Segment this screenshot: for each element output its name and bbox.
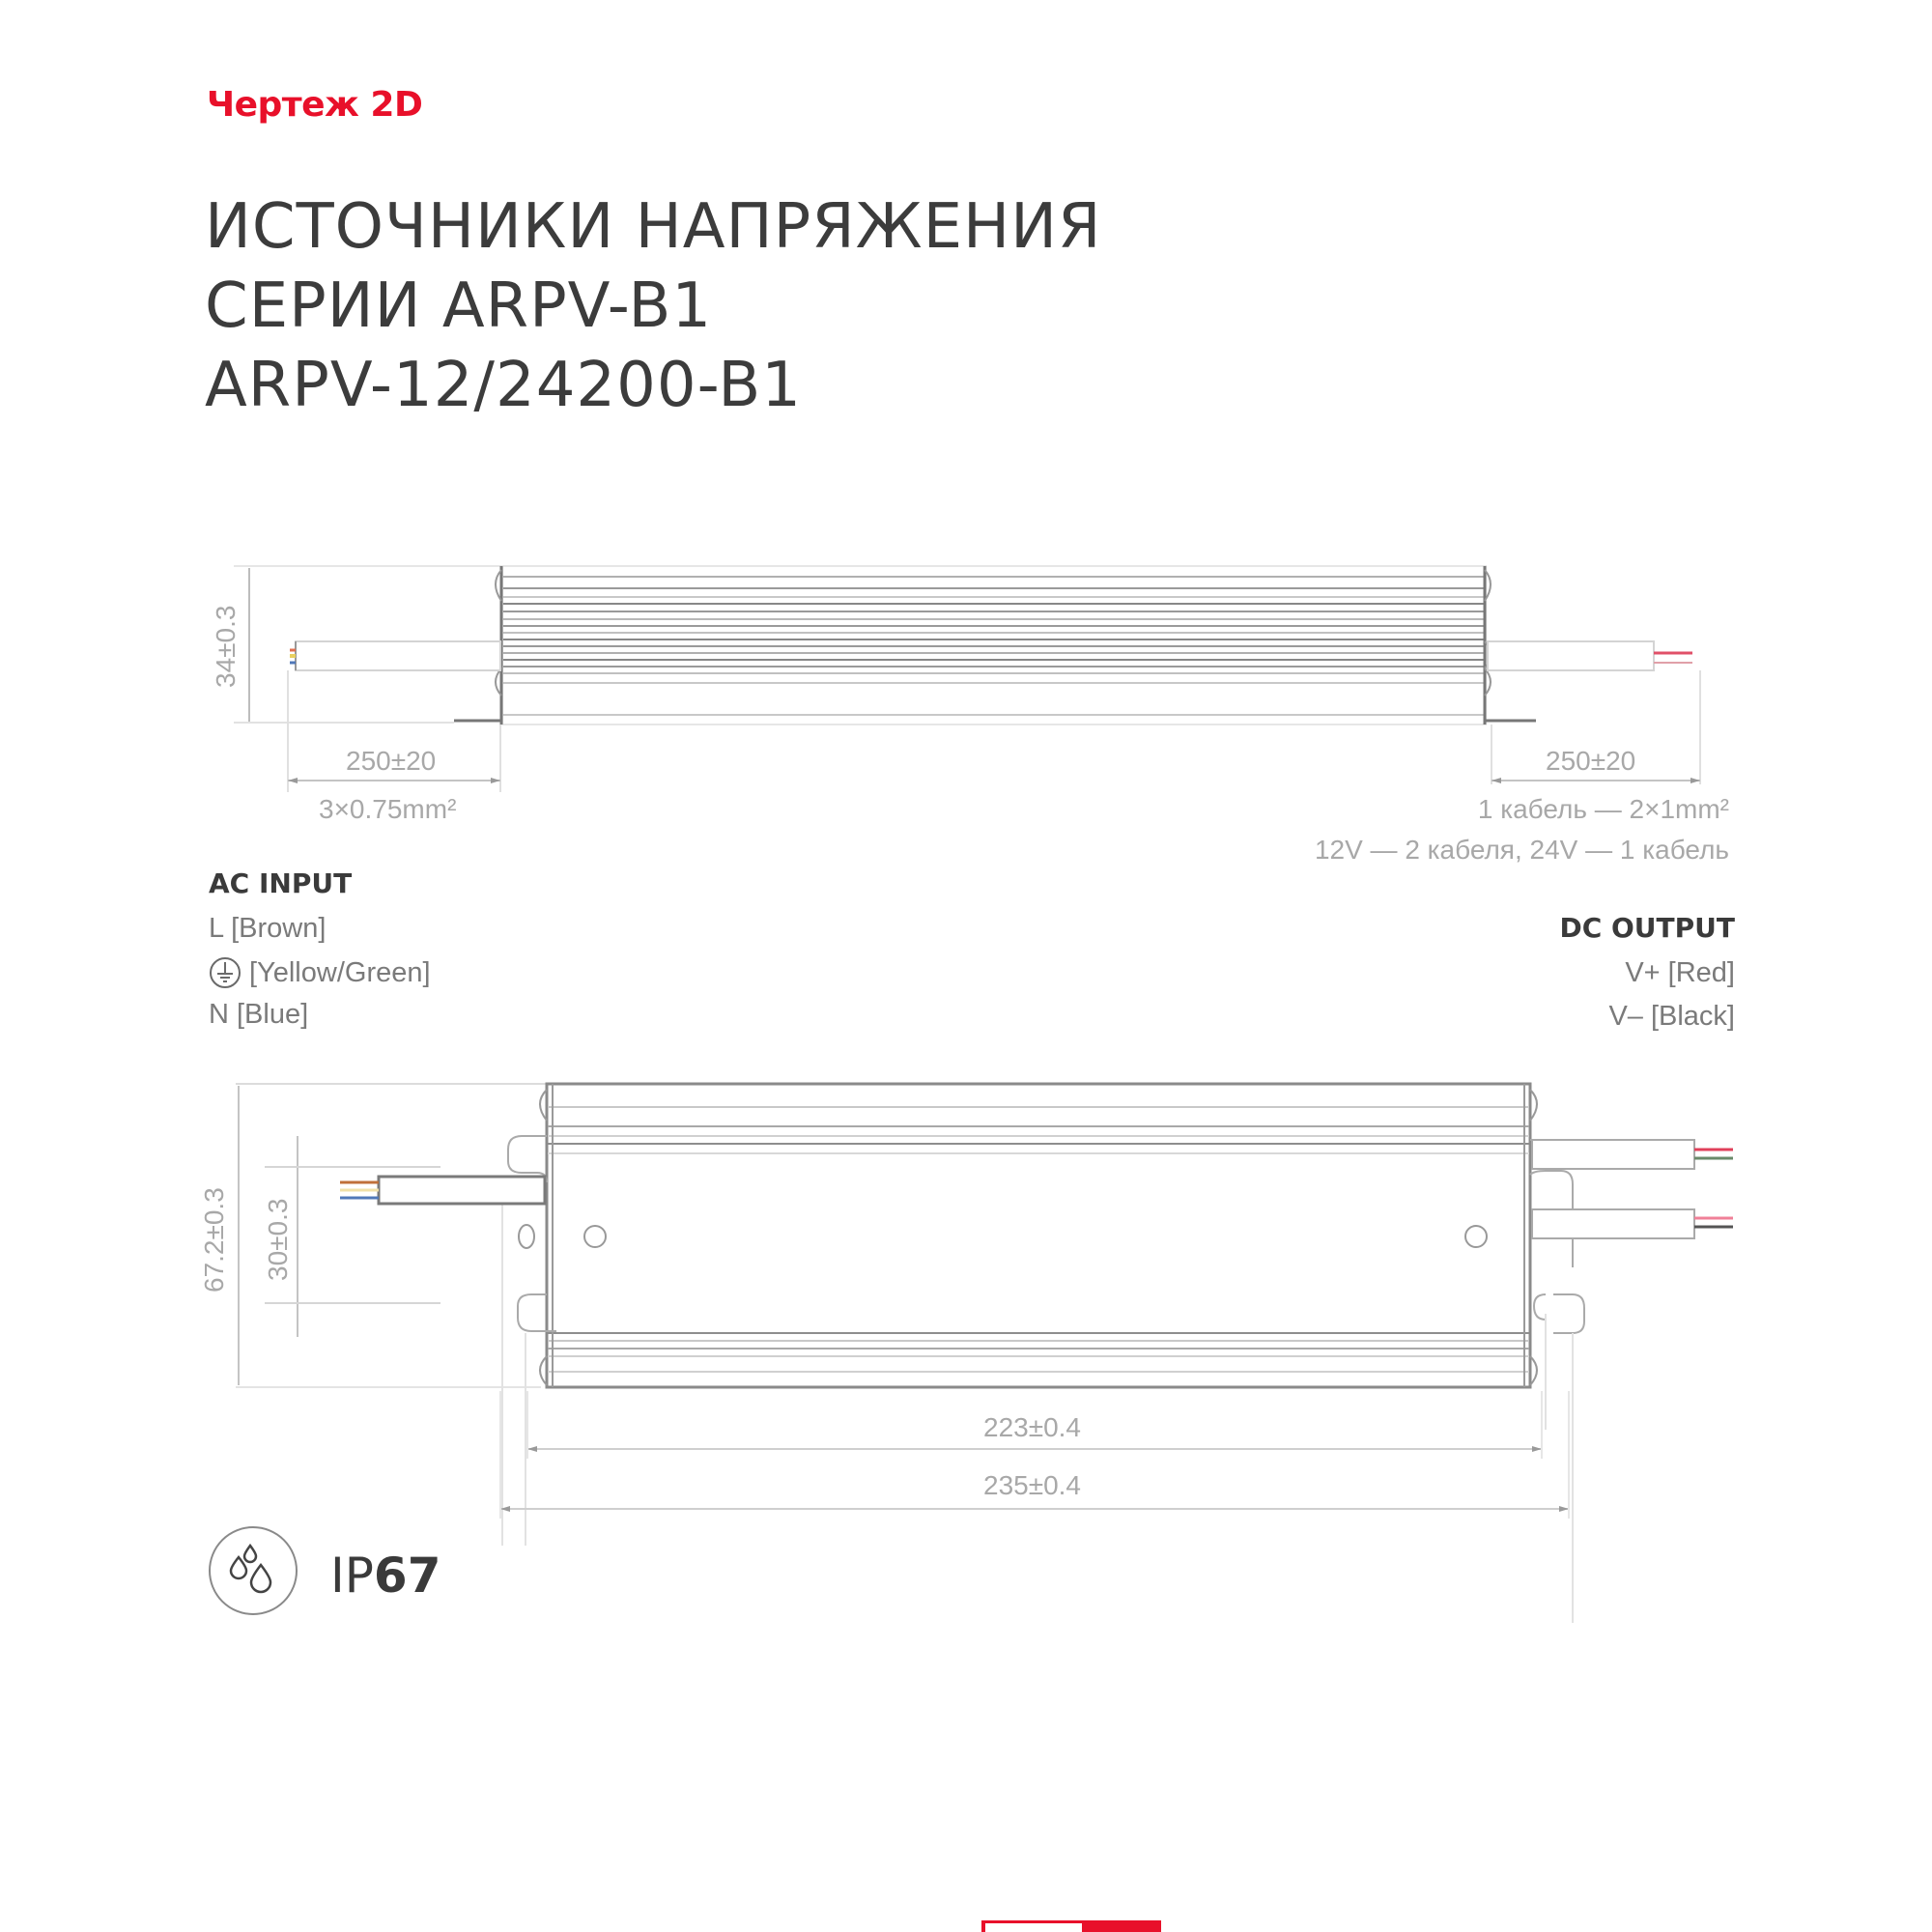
- ground-icon: [209, 956, 242, 989]
- wire-ground: [209, 956, 431, 989]
- wire-live: L [Brown]: [209, 913, 327, 944]
- wire-negative: V– [Black]: [1608, 1001, 1735, 1032]
- height-dimension: 34±0.3: [211, 605, 241, 688]
- output-cable-length-dimension: 250±20: [1546, 746, 1636, 776]
- total-length-dimension: 235±0.4: [983, 1470, 1082, 1500]
- top-view-drawing: [236, 1084, 1733, 1623]
- input-cable-spec: 3×0.75mm²: [319, 794, 457, 824]
- mount-spacing-dimension: 30±0.3: [263, 1198, 293, 1281]
- footer-brand-badge: [981, 1920, 1161, 1932]
- ac-input-heading: AC INPUT: [209, 867, 353, 899]
- width-dimension: 67.2±0.3: [199, 1187, 229, 1293]
- dc-output-legend: [1559, 912, 1735, 1033]
- ip-rating-value: 67: [373, 1548, 441, 1604]
- input-cable-length-dimension: 250±20: [346, 746, 437, 776]
- wire-ground-label: [Yellow/Green]: [249, 956, 431, 988]
- ip-prefix: IP: [330, 1548, 374, 1604]
- output-cable-spec: 1 кабель — 2×1mm²: [1477, 794, 1729, 824]
- water-drops-icon: [207, 1524, 299, 1617]
- page-title-line-1: ИСТОЧНИКИ НАПРЯЖЕНИЯ: [205, 191, 1102, 263]
- ip-rating: [330, 1548, 441, 1604]
- dc-output-heading: DC OUTPUT: [1559, 912, 1735, 944]
- page-title-line-2: СЕРИИ ARPV-B1: [205, 270, 713, 342]
- wire-neutral: N [Blue]: [209, 999, 309, 1030]
- side-view-drawing: [234, 566, 1700, 792]
- section-tag: Чертеж 2D: [207, 85, 423, 125]
- page-title-line-3: ARPV-12/24200-B1: [205, 350, 802, 421]
- body-length-dimension: 223±0.4: [983, 1412, 1082, 1442]
- output-cable-note: 12V — 2 кабеля, 24V — 1 кабель: [1314, 835, 1729, 865]
- ac-input-legend: [209, 867, 431, 1031]
- wire-positive: V+ [Red]: [1625, 957, 1735, 988]
